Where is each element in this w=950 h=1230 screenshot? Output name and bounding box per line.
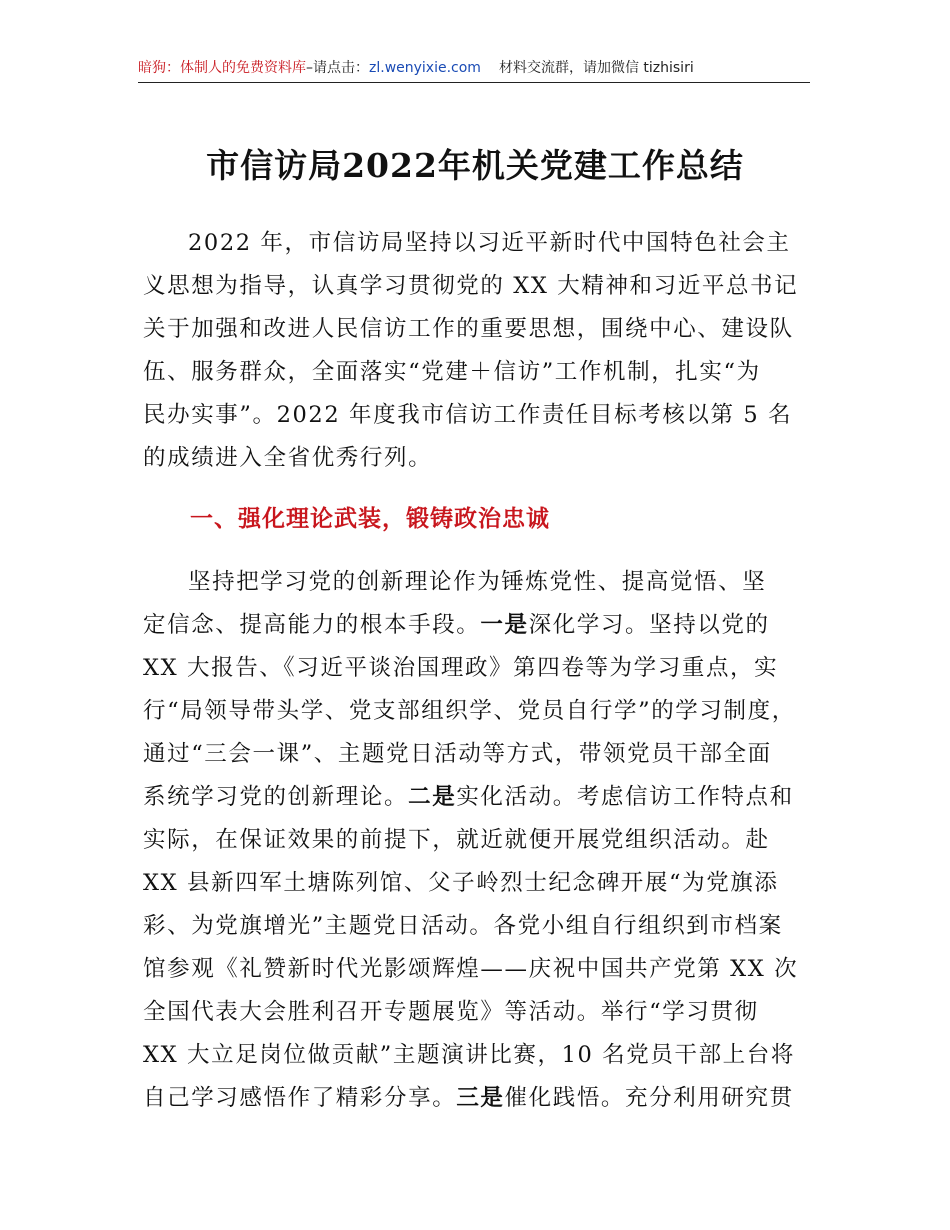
document-title: 市信访局2022年机关党建工作总结 bbox=[206, 146, 744, 185]
section-heading: 一、强化理论武装，锻铸政治忠诚 bbox=[190, 506, 550, 532]
line-text: 自己学习感悟作了精彩分享。 bbox=[143, 1085, 457, 1111]
paragraph-line: 馆参观《礼赞新时代光影颂辉煌——庆祝中国共产党第 XX 次 bbox=[143, 956, 799, 982]
intro-line: 民办实事”。2022 年度我市信访工作责任目标考核以第 5 名 bbox=[143, 402, 793, 428]
intro-line: 关于加强和改进人民信访工作的重要思想，围绕中心、建设队 bbox=[143, 316, 794, 342]
line-text: 实化活动。考虑信访工作特点和 bbox=[456, 784, 794, 810]
paragraph-line: XX 大立足岗位做贡献”主题演讲比赛，10 名党员干部上台将 bbox=[143, 1042, 795, 1068]
keyword-third: 三是 bbox=[456, 1085, 505, 1111]
line-text: 催化践悟。充分利用研究贯 bbox=[504, 1085, 794, 1111]
line-text: 系统学习党的创新理论。 bbox=[143, 784, 409, 810]
paragraph-line bbox=[143, 610, 770, 640]
intro-line: 义思想为指导，认真学习贯彻党的 XX 大精神和习近平总书记 bbox=[143, 273, 799, 299]
paragraph-line: XX 大报告、《习近平谈治国理政》第四卷等为学习重点，实 bbox=[143, 655, 779, 681]
line-text: 深化学习。坚持以党的 bbox=[528, 612, 770, 638]
paragraph-line: XX 县新四军土塘陈列馆、父子岭烈士纪念碑开展“为党旗添 bbox=[143, 870, 779, 896]
paragraph-line: 实际，在保证效果的前提下，就近就便开展党组织活动。赴 bbox=[143, 827, 770, 853]
paragraph-line: 坚持把学习党的创新理论作为锤炼党性、提高觉悟、坚 bbox=[188, 569, 767, 595]
keyword-first: 一是 bbox=[480, 612, 529, 638]
paragraph-line: 通过“三会一课”、主题党日活动等方式，带领党员干部全面 bbox=[143, 741, 772, 767]
paragraph-line: 全国代表大会胜利召开专题展览》等活动。举行“学习贯彻 bbox=[143, 999, 759, 1025]
paragraph-line bbox=[143, 1083, 794, 1113]
line-text: 定信念、提高能力的根本手段。 bbox=[143, 612, 481, 638]
header-brand: 暗狗：体制人的免费资料库 bbox=[138, 60, 306, 76]
paragraph-line bbox=[143, 782, 794, 812]
header-contact: 材料交流群，请加微信 tizhisiri bbox=[498, 60, 694, 76]
page-header bbox=[138, 58, 810, 83]
keyword-second: 二是 bbox=[408, 784, 457, 810]
intro-line: 的成绩进入全省优秀行列。 bbox=[143, 445, 433, 471]
intro-line: 伍、服务群众，全面落实“党建＋信访”工作机制，扎实“为 bbox=[143, 359, 761, 385]
header-url-link[interactable]: zl.wenyixie.com bbox=[369, 60, 481, 76]
header-prompt: –请点击： bbox=[306, 60, 369, 76]
intro-line: 2022 年，市信访局坚持以习近平新时代中国特色社会主 bbox=[188, 230, 791, 256]
paragraph-line: 行“局领导带头学、党支部组织学、党员自行学”的学习制度， bbox=[143, 698, 796, 724]
paragraph-line: 彩、为党旗增光”主题党日活动。各党小组自行组织到市档案 bbox=[143, 913, 783, 939]
